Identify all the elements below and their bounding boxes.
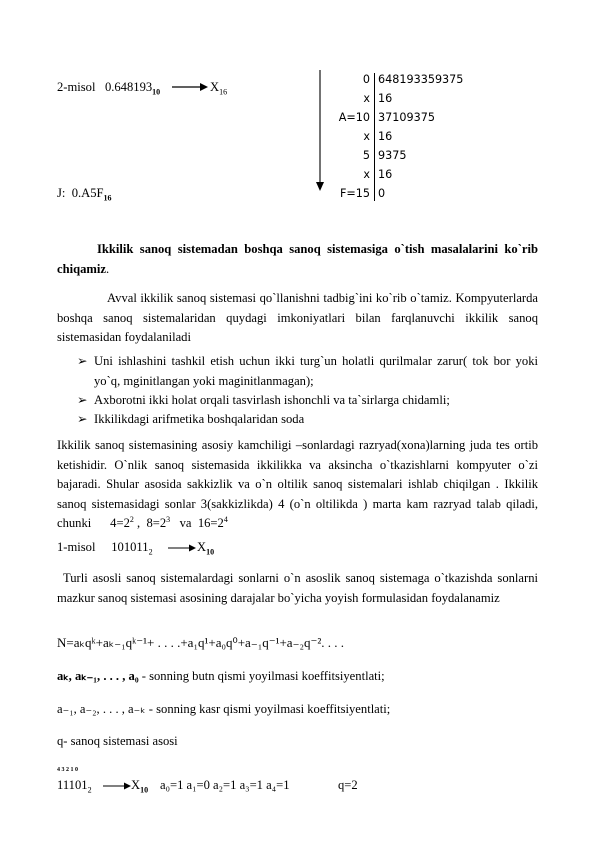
bullet-2: Axborotni ikki holat orqali tasvirlash ishonchli va ta`sirlarga chidamli; <box>94 393 450 407</box>
answer-line <box>57 186 112 201</box>
example2-line: 1-misol $101011_2$ <box>57 540 153 557</box>
answer-prefix: J: <box>57 186 66 200</box>
fraction-coef-line: a₋₁, a₋₂, . . . , a₋ₖ - sonning kasr qismi yoyilmasi koeffitsiyentlati; <box>57 702 391 716</box>
eq-8: $8=2^3$ <box>146 514 171 530</box>
paragraph-3: Turli asosli sanoq sistemalardagi sonlarni o`n asoslik sanoq sistemaga o`tkazishda sonlarni mazkur sanoq sistemasi asosining darajalar bo`yicha yoyish formulasidan foydalanamiz <box>57 571 538 605</box>
example-line <box>57 80 160 95</box>
digit-positions: 4 3 2 1 0 <box>57 767 78 773</box>
arrow-right-icon <box>168 543 196 553</box>
section-heading: Ikkilik sanoq sistemadan boshqa sanoq sistemasiga o`tish masalalarini ko`rib chiqamiz. <box>57 242 538 276</box>
final-coefs: a₀=1 a₁=0 a₂=1 a₃=1 a₄=1 <box>160 778 290 792</box>
calc-left-2: A=10 <box>338 111 370 124</box>
answer-value: 0.A5F <box>71 186 104 200</box>
answer-base: 16 <box>103 193 112 203</box>
example-number: 0.648193 <box>104 80 153 94</box>
arrow-right-icon <box>103 781 131 791</box>
calc-divider <box>374 73 375 201</box>
bullet-arrow-icon: ➢ <box>77 412 88 426</box>
bullet-arrow-icon: ➢ <box>77 393 88 407</box>
calc-right-1: 16 <box>378 92 393 105</box>
calc-table <box>330 73 480 201</box>
final-target: $X_{10}$ <box>131 778 149 795</box>
calc-left-5: x <box>363 168 370 181</box>
eq-16: $16=2^4$ <box>197 514 228 530</box>
bullet-arrow-icon: ➢ <box>77 354 88 368</box>
calc-left-4: 5 <box>362 149 370 162</box>
bullet-3: Ikkilikdagi arifmetika boshqalaridan soda <box>94 412 305 426</box>
bullet-1: Uni ishlashini tashkil etish uchun ikki turg`un holatli qurilmalar zarur( tok bor yoki yo`q, mginitlangan yoki maginitlanmagan); <box>94 354 538 388</box>
calc-left-3: x <box>363 130 370 143</box>
eq-4: $4=2^2$ <box>110 514 134 530</box>
final-q: q=2 <box>338 778 358 792</box>
calc-right-2: 37109375 <box>378 111 435 124</box>
example-number-base: 10 <box>152 87 161 97</box>
paragraph-2: Ikkilik sanoq sistemasining asosiy kamchiligi –sonlardagi razryad(xona)larning juda tes ortib ketishidir. O`nlik sanoq sistemasida ikkilikka va aksincha o`tkazishlarni kompyuter o`zi bajaradi. Shular asosida sakkizlik va o`n oltilik sanoq sistemalari ishlab chiqilgan . Ikkilik sanoq sistemasidagi sonlar 3(sakkizlikda) 4 (o`n oltilikda ) marta kam razryad talab qiladi, chunki $4=2^2$ , $8=2^3$ va $16=2^4$ <box>57 438 538 530</box>
base-definition: q- sanoq sistemasi asosi <box>57 734 178 748</box>
paragraph-1: Avval ikkilik sanoq sistemasi qo`llanishni tadbig`ini ko`rib o`tamiz. Kompyuterlarda boshqa sanoq sistemalaridan quydagi imkoniyatlari bilan farqlanuvchi ikkilik sanoq sistemasidan foydalaniladi <box>57 291 538 344</box>
calc-left-6: F=15 <box>339 187 370 200</box>
expansion-formula: N=aₖqᵏ+aₖ₋₁qᵏ⁻¹+ . . . .+a₁q¹+a₀q⁰+a₋₁q⁻¹+a₋₂q⁻². . . . <box>57 635 344 650</box>
integer-coef-line: aₖ, aₖ₋₁, . . . , a₀ - sonning butn qismi yoyilmasi koeffitsiyentlati; <box>57 669 385 683</box>
arrow-right-icon <box>172 81 208 93</box>
example-label: 2-misol <box>57 80 96 94</box>
calc-right-0: 648193359375 <box>378 73 464 86</box>
example-target-base: 16 <box>219 87 228 97</box>
arrow-down-icon <box>314 70 326 192</box>
calc-left-0: 0 <box>362 73 370 86</box>
calc-right-6: 0 <box>378 187 386 200</box>
calc-right-5: 16 <box>378 168 393 181</box>
final-number: $11101_2$ <box>57 778 92 795</box>
calc-right-3: 16 <box>378 130 393 143</box>
calc-left-1: x <box>363 92 370 105</box>
example-target: $X_{16}$ <box>210 80 228 97</box>
calc-right-4: 9375 <box>378 149 407 162</box>
example2-target: $X_{10}$ <box>197 540 215 557</box>
